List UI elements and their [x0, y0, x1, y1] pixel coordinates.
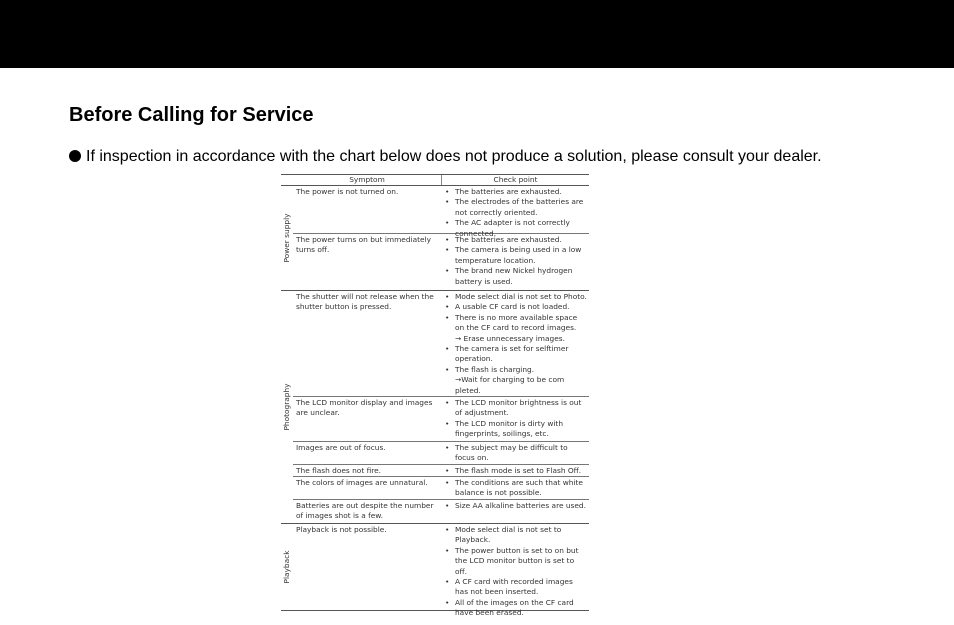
- check-item: • The batteries are exhausted.: [442, 187, 587, 197]
- check-cell: [442, 442, 589, 464]
- symptom-cell: The shutter will not release when the shutter button is pressed.: [296, 292, 434, 312]
- check-item: • The batteries are exhausted.: [442, 235, 587, 245]
- symptom-cell: Batteries are out despite the number of images shot is a few.: [296, 501, 434, 521]
- header-symptom: Symptom: [293, 175, 442, 185]
- header-check-point: Check point: [493, 175, 538, 184]
- check-item: • The camera is being used in a low temperature location.: [442, 245, 587, 266]
- table-row: [293, 291, 589, 397]
- check-cell: [442, 234, 589, 290]
- check-item: • Mode select dial is not set to Photo.: [442, 292, 587, 302]
- check-item: • A usable CF card is not loaded.: [442, 302, 587, 312]
- symptom-cell: The flash does not fire.: [296, 466, 382, 475]
- troubleshooting-table: [281, 174, 589, 618]
- check-item: • The conditions are such that white balance is not possible.: [442, 478, 587, 499]
- check-note: →Wait for charging to be com pleted.: [455, 375, 565, 395]
- symptom-cell: The power turns on but immediately turns off.: [296, 235, 431, 255]
- table-row: [293, 500, 589, 523]
- category-label: Photography: [281, 383, 291, 431]
- check-item: • The LCD monitor brightness is out of adjustment.: [442, 398, 587, 419]
- check-item: • The AC adapter is not correctly connected.: [442, 218, 587, 239]
- symptom-cell: The colors of images are unnatural.: [296, 478, 428, 487]
- check-cell: [442, 524, 589, 618]
- check-cell: [442, 291, 589, 396]
- check-item: • Mode select dial is not set to Playback.: [442, 525, 587, 546]
- table-row: [293, 186, 589, 238]
- check-item: • The camera is set for selftimer operation.: [442, 344, 587, 365]
- table-row: [293, 477, 589, 500]
- table-row: [293, 234, 589, 290]
- check-item: • The LCD monitor is dirty with fingerprints, soilings, etc.: [442, 419, 587, 440]
- check-cell: [442, 465, 589, 476]
- check-item: • The flash is charging. →Wait for charging to be com pleted.: [442, 365, 587, 396]
- symptom-cell: Playback is not possible.: [296, 525, 387, 534]
- table-row: [293, 524, 589, 618]
- page-title: Before Calling for Service: [69, 104, 314, 126]
- symptom-cell: The LCD monitor display and images are unclear.: [296, 398, 433, 418]
- category-photography: [281, 291, 589, 524]
- check-item: • The power button is set to on but the LCD monitor button is set to off.: [442, 546, 587, 577]
- symptom-cell: Images are out of focus.: [296, 443, 386, 452]
- top-banner: [0, 0, 954, 68]
- check-item: • The electrodes of the batteries are not correctly oriented.: [442, 197, 587, 218]
- symptom-cell: The power is not turned on.: [296, 187, 399, 196]
- table-row: [293, 465, 589, 477]
- intro-text: If inspection in accordance with the chart below does not produce a solution, please consult your dealer.: [86, 148, 822, 165]
- header-category-spacer: [281, 175, 293, 185]
- check-item: • A CF card with recorded images has not been inserted.: [442, 577, 587, 598]
- category-label: Playback: [281, 550, 291, 584]
- table-header: [281, 175, 589, 186]
- check-item: • All of the images on the CF card have been erased.: [442, 598, 587, 619]
- category-label: Power supply: [281, 213, 291, 263]
- category-playback: [281, 524, 589, 618]
- category-power-supply: [281, 186, 589, 291]
- check-cell: [442, 500, 589, 523]
- bullet-icon: [69, 150, 81, 162]
- check-item: • The brand new Nickel hydrogen battery is used.: [442, 266, 587, 287]
- check-cell: [442, 477, 589, 499]
- check-item: • There is no more available space on the CF card to record images. → Erase unnecessary images.: [442, 313, 587, 344]
- check-note: → Erase unnecessary images.: [455, 333, 565, 343]
- intro-paragraph: [69, 148, 822, 166]
- check-cell: [442, 397, 589, 441]
- check-item: • The subject may be difficult to focus on.: [442, 443, 587, 464]
- check-cell: [442, 186, 589, 238]
- check-item: • The flash mode is set to Flash Off.: [442, 466, 587, 476]
- check-item: • Size AA alkaline batteries are used.: [442, 501, 587, 511]
- table-row: [293, 397, 589, 442]
- table-row: [293, 442, 589, 465]
